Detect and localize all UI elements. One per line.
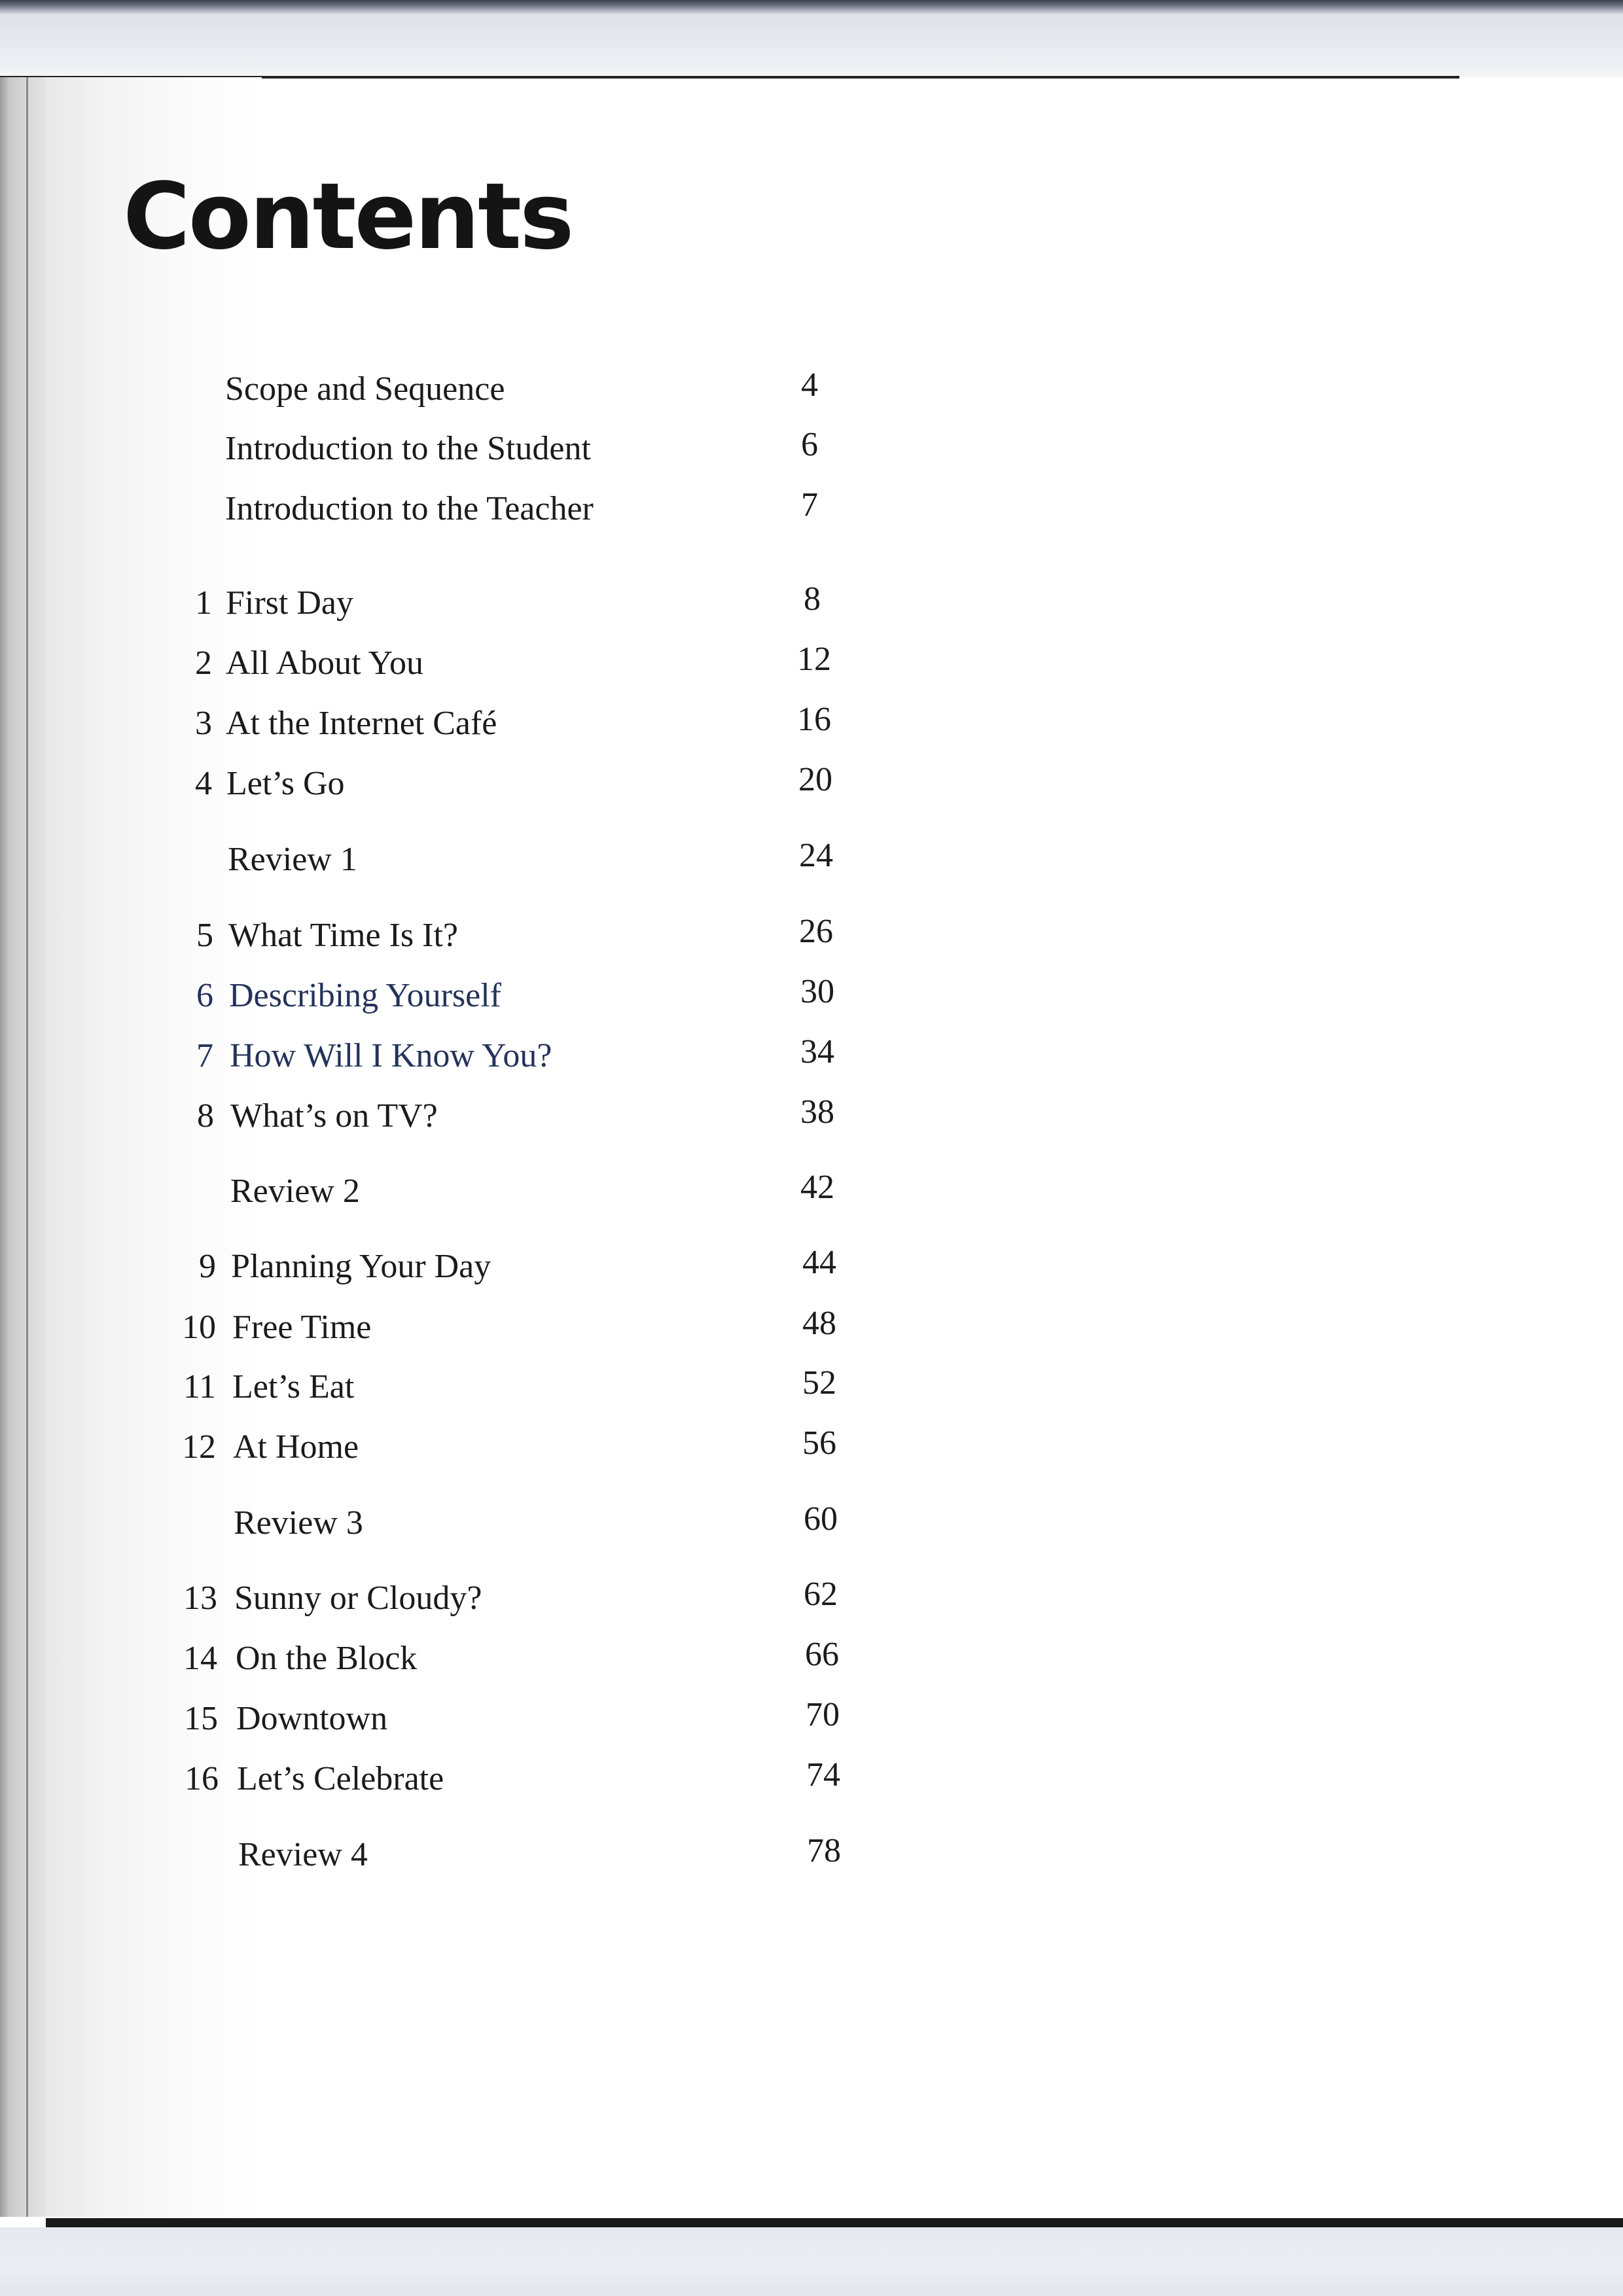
toc-entry-intro-student[interactable] (0, 423, 916, 475)
toc-entry-number: 13 (183, 1580, 217, 1617)
toc-entry-page: 26 (799, 913, 833, 950)
toc-entry-label: Scope and Sequence (225, 370, 505, 408)
toc-entry-unit-9[interactable] (0, 1241, 916, 1293)
toc-entry-label: On the Block (236, 1640, 418, 1677)
toc-entry-label: Review 1 (228, 841, 357, 878)
toc-entry-page: 70 (806, 1696, 840, 1733)
toc-entry-page: 34 (800, 1033, 834, 1070)
toc-entry-label: What Time Is It? (228, 917, 458, 954)
toc-entry-page: 6 (801, 426, 818, 463)
toc-entry-label: All About You (226, 645, 423, 682)
toc-entry-unit-10[interactable] (0, 1301, 916, 1354)
toc-entry-label: Planning Your Day (231, 1248, 491, 1285)
toc-entry-label: Review 4 (238, 1836, 368, 1873)
toc-entry-unit-16[interactable] (0, 1753, 916, 1805)
toc-entry-label: Introduction to the Student (225, 430, 591, 467)
toc-entry-review-2[interactable] (0, 1165, 916, 1218)
toc-entry-number: 8 (197, 1097, 214, 1135)
toc-entry-page: 4 (801, 366, 818, 404)
toc-entry-unit-4[interactable] (0, 758, 916, 810)
toc-entry-page: 16 (797, 701, 831, 738)
toc-entry-page: 38 (800, 1093, 834, 1131)
toc-entry-unit-2[interactable] (0, 637, 916, 690)
toc-entry-page: 30 (800, 973, 834, 1010)
toc-entry-unit-8[interactable] (0, 1090, 916, 1142)
toc-entry-unit-1[interactable] (0, 577, 916, 629)
toc-entry-label: Downtown (236, 1700, 388, 1737)
toc-entry-review-4[interactable] (0, 1829, 916, 1881)
toc-entry-number: 7 (196, 1037, 213, 1074)
toc-entry-page: 78 (807, 1832, 841, 1869)
toc-entry-number: 1 (195, 584, 212, 622)
toc-entry-number: 11 (183, 1368, 216, 1405)
toc-entry-number: 12 (182, 1428, 216, 1466)
toc-entry-label: At the Internet Café (226, 705, 497, 742)
toc-entry-page: 66 (805, 1636, 839, 1673)
toc-entry-page: 48 (802, 1305, 836, 1342)
toc-entry-page: 7 (801, 486, 818, 523)
toc-entry-review-1[interactable] (0, 834, 916, 886)
toc-entry-review-3[interactable] (0, 1497, 916, 1549)
toc-entry-number: 14 (183, 1640, 217, 1677)
toc-entry-number: 9 (199, 1248, 216, 1285)
toc-entry-number: 10 (182, 1309, 216, 1346)
toc-entry-intro-teacher[interactable] (0, 483, 916, 535)
toc-entry-page: 24 (799, 837, 833, 874)
toc-entry-unit-11[interactable] (0, 1361, 916, 1413)
page-title: Contents (123, 164, 573, 270)
toc-entry-label: Introduction to the Teacher (225, 490, 594, 527)
toc-entry-label: Sunny or Cloudy? (234, 1580, 482, 1617)
toc-entry-page: 42 (800, 1169, 834, 1206)
toc-entry-number: 5 (196, 917, 213, 954)
toc-entry-page: 62 (804, 1576, 838, 1613)
toc-entry-unit-12[interactable] (0, 1421, 916, 1474)
toc-entry-label: Review 2 (230, 1173, 360, 1210)
toc-entry-number: 2 (195, 645, 212, 682)
scan-bottom-border (0, 2227, 1623, 2296)
toc-entry-number: 16 (185, 1760, 219, 1797)
toc-entry-unit-14[interactable] (0, 1633, 916, 1685)
toc-entry-page: 74 (806, 1756, 840, 1793)
toc-entry-label: Free Time (232, 1309, 372, 1346)
toc-entry-label: Let’s Go (226, 765, 345, 802)
toc-entry-page: 56 (802, 1424, 836, 1462)
toc-entry-number: 4 (195, 765, 212, 802)
toc-entry-number: 3 (195, 705, 212, 742)
toc-entry-label: First Day (226, 584, 353, 622)
toc-entry-number: 6 (196, 977, 213, 1014)
toc-entry-label: Let’s Celebrate (237, 1760, 444, 1797)
toc-entry-scope-and-sequence[interactable] (0, 363, 916, 415)
toc-entry-unit-3[interactable] (0, 698, 916, 750)
scan-top-border (0, 0, 1623, 77)
toc-entry-page: 12 (797, 641, 831, 678)
scan-bottom-rule (46, 2218, 1623, 2227)
toc-entry-label: What’s on TV? (230, 1097, 438, 1135)
toc-entry-unit-5[interactable] (0, 910, 916, 962)
toc-entry-label: At Home (233, 1428, 359, 1466)
toc-entry-unit-15[interactable] (0, 1693, 916, 1745)
toc-entry-page: 52 (802, 1364, 836, 1402)
toc-entry-unit-6[interactable] (0, 970, 916, 1022)
toc-entry-label: Describing Yourself (229, 977, 501, 1014)
toc-entry-number: 15 (184, 1700, 218, 1737)
toc-entry-page: 20 (798, 761, 832, 798)
toc-entry-label: Let’s Eat (232, 1368, 355, 1405)
toc-entry-page: 44 (802, 1244, 836, 1281)
toc-entry-label: Review 3 (234, 1504, 363, 1542)
toc-entry-page: 60 (804, 1500, 838, 1538)
toc-entry-unit-13[interactable] (0, 1572, 916, 1625)
toc-entry-page: 8 (804, 580, 821, 618)
toc-entry-label: How Will I Know You? (230, 1037, 552, 1074)
toc-entry-unit-7[interactable] (0, 1030, 916, 1082)
